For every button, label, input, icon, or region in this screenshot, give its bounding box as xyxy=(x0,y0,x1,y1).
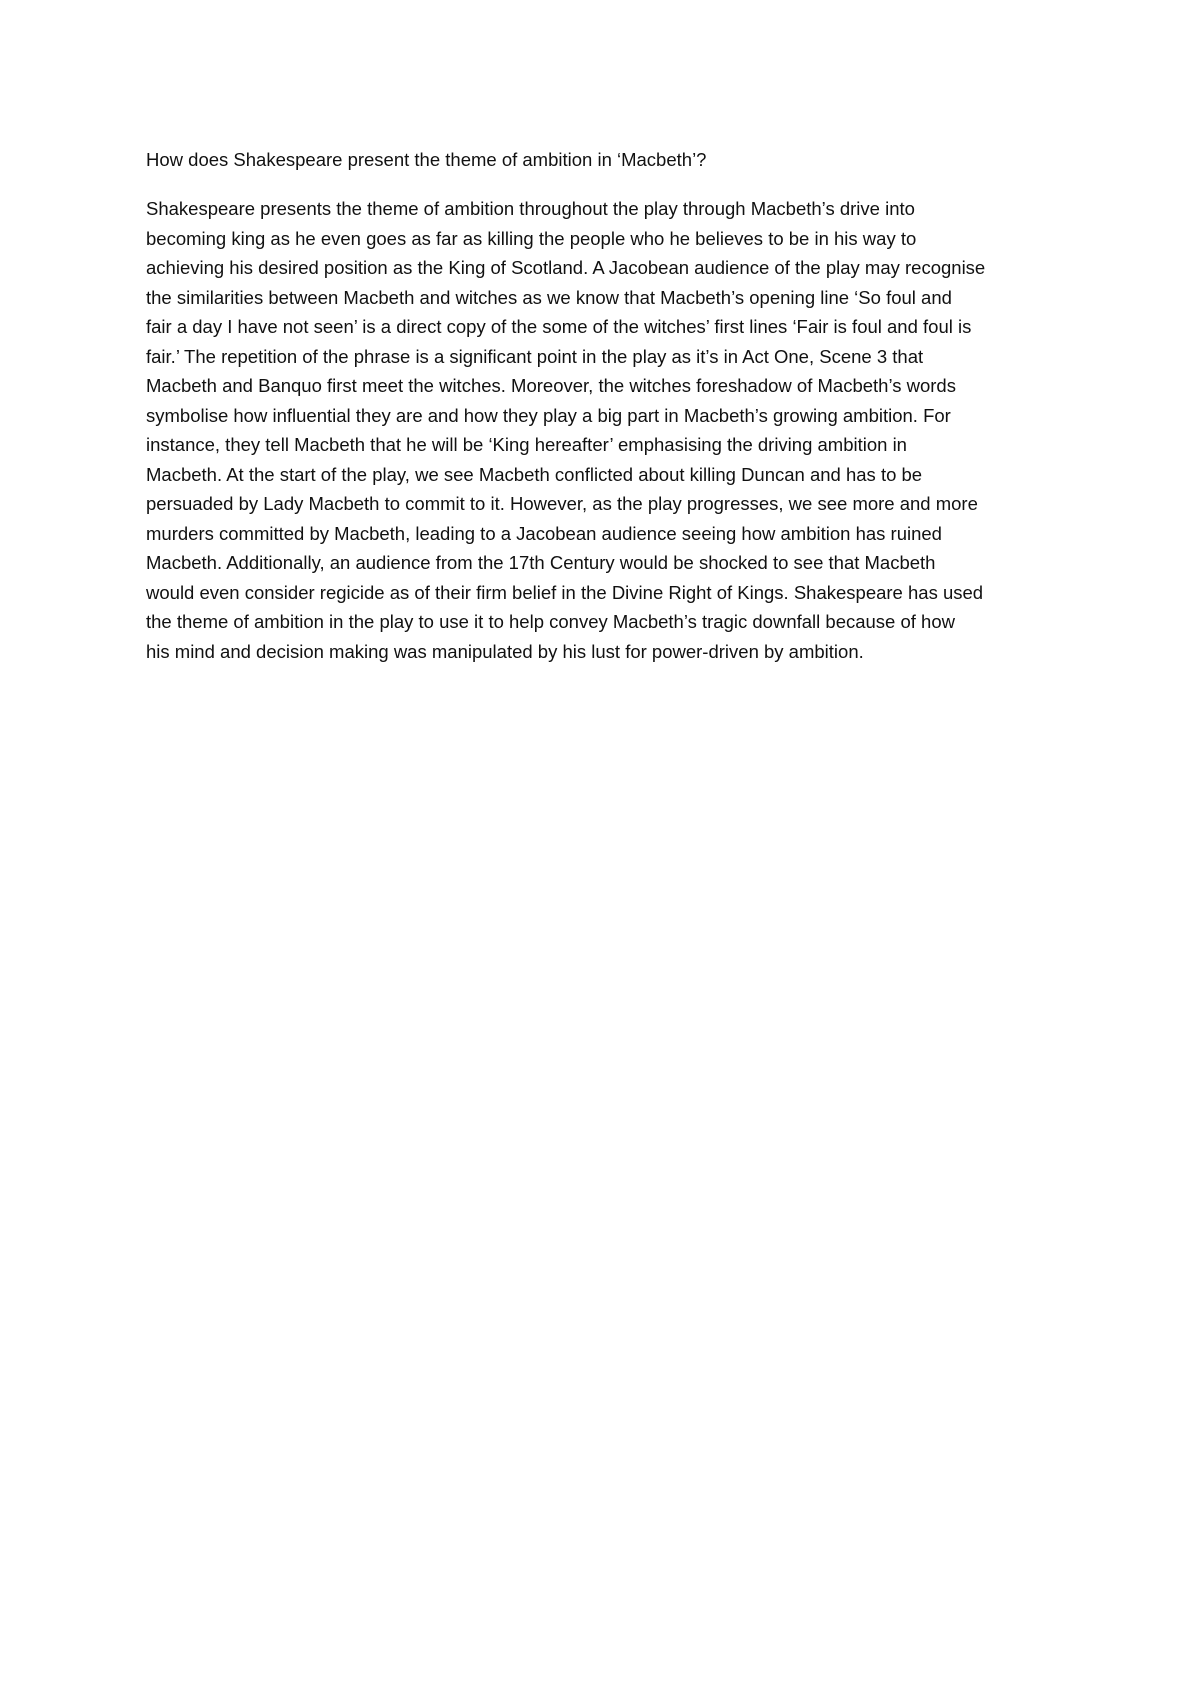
paragraph-line: fair.’ The repetition of the phrase is a significant point in the play as it’s in Act One, Scene 3 that xyxy=(146,345,924,367)
paragraph-line: achieving his desired position as the King of Scotland. A Jacobean audience of the play may recognise xyxy=(146,257,986,278)
essay-paragraph xyxy=(146,194,1066,666)
document-body xyxy=(146,148,1066,666)
paragraph-line: fair a day I have not seen’ is a direct copy of the some of the witches’ first lines ‘Fair is foul and foul is xyxy=(146,316,972,337)
paragraph-line: the similarities between Macbeth and witches as we know that Macbeth’s opening line ‘So foul and xyxy=(146,286,952,308)
essay-question: How does Shakespeare present the theme of ambition in ‘Macbeth’? xyxy=(146,149,707,170)
paragraph-line: Macbeth and Banquo first meet the witches. Moreover, the witches foreshadow of Macbeth’s words xyxy=(146,375,956,396)
paragraph-line: becoming king as he even goes as far as killing the people who he believes to be in his way to xyxy=(146,227,917,249)
paragraph-line: Macbeth. At the start of the play, we see Macbeth conflicted about killing Duncan and has to be xyxy=(146,463,923,485)
paragraph-line: symbolise how influential they are and how they play a big part in Macbeth’s growing ambition. For xyxy=(146,404,951,426)
paragraph-line: Shakespeare presents the theme of ambition throughout the play through Macbeth’s drive into xyxy=(146,198,915,219)
paragraph-line: Macbeth. Additionally, an audience from the 17th Century would be shocked to see that Macbeth xyxy=(146,552,936,573)
paragraph-line: instance, they tell Macbeth that he will be ‘King hereafter’ emphasising the driving ambition in xyxy=(146,434,907,455)
paragraph-line: persuaded by Lady Macbeth to commit to it. However, as the play progresses, we see more and more xyxy=(146,493,978,514)
paragraph-line: the theme of ambition in the play to use it to help convey Macbeth’s tragic downfall because of how xyxy=(146,611,955,632)
paragraph-line: would even consider regicide as of their firm belief in the Divine Right of Kings. Shakespeare has used xyxy=(146,581,984,603)
paragraph-line: murders committed by Macbeth, leading to a Jacobean audience seeing how ambition has ruined xyxy=(146,522,942,544)
paragraph-line: his mind and decision making was manipulated by his lust for power-driven by ambition. xyxy=(146,640,864,662)
